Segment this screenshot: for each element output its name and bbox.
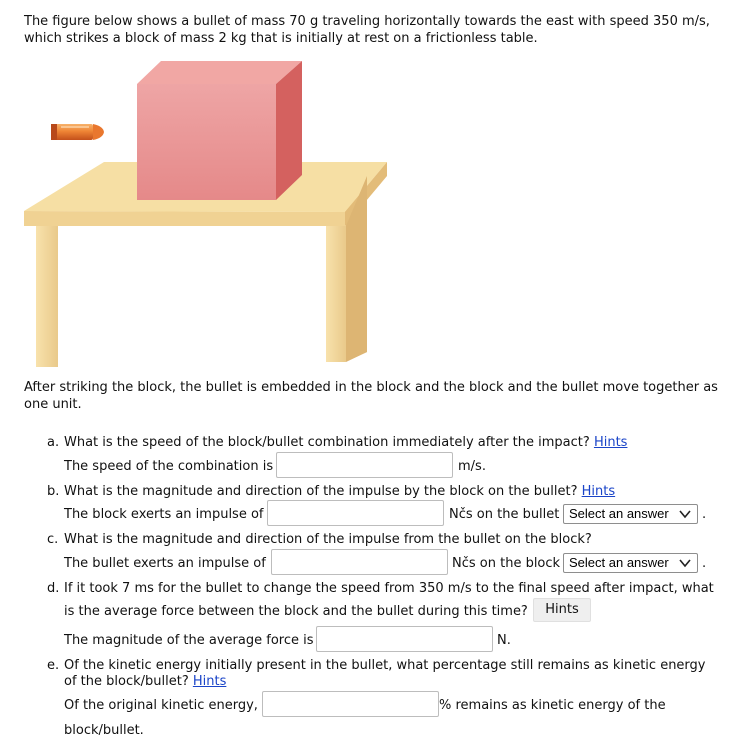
answer-prefix-c: The bullet exerts an impulse of — [64, 556, 266, 571]
speed-input[interactable] — [276, 452, 453, 478]
direction-select-c[interactable] — [563, 553, 698, 573]
question-letter: e. — [47, 658, 60, 673]
question-c — [47, 531, 592, 548]
question-text: What is the speed of the block/bullet combination immediately after the impact? — [64, 435, 590, 450]
question-letter: a. — [47, 435, 60, 450]
period-c: . — [702, 556, 707, 571]
question-text: What is the magnitude and direction of the impulse by the block on the bullet? — [64, 484, 578, 499]
hints-button-d[interactable]: Hints — [533, 598, 591, 622]
chevron-down-icon — [679, 509, 691, 519]
unit-d: N. — [497, 633, 511, 648]
hints-link-a[interactable]: Hints — [593, 435, 628, 450]
question-letter: c. — [47, 532, 59, 547]
question-b — [47, 483, 615, 500]
answer-prefix-e: Of the original kinetic energy, — [64, 698, 258, 713]
direction-select-b[interactable] — [563, 504, 698, 524]
unit-e-line2: block/bullet. — [64, 723, 144, 738]
percentage-input[interactable] — [262, 691, 439, 717]
question-text-line2: is the average force between the block and the bullet during this time? — [64, 604, 528, 619]
intro-text: The figure below shows a bullet of mass 70 g traveling horizontally towards the east with speed 350 m/s, which strikes a block of mass 2 kg that is initially at rest on a frictionless table. — [24, 14, 710, 46]
bullet-icon — [51, 124, 104, 140]
chevron-down-icon — [679, 558, 691, 568]
question-a — [47, 434, 627, 451]
hints-link-e[interactable]: Hints — [192, 674, 227, 689]
answer-prefix-d: The magnitude of the average force is — [64, 633, 314, 648]
question-text: What is the magnitude and direction of the impulse from the bullet on the block? — [64, 532, 592, 547]
physics-figure — [20, 56, 400, 368]
impulse-block-input[interactable] — [267, 500, 444, 526]
question-text-line2 — [64, 673, 226, 690]
answer-prefix-b: The block exerts an impulse of — [64, 507, 264, 522]
question-letter: d. — [47, 581, 60, 596]
question-text-line1: If it took 7 ms for the bullet to change the speed from 350 m/s to the final speed after impact, what — [64, 581, 714, 596]
question-e — [47, 657, 706, 674]
unit-b: Nčs on the bullet — [449, 507, 560, 522]
force-input[interactable] — [316, 626, 493, 652]
select-value: Select an answer — [569, 506, 669, 521]
select-value: Select an answer — [569, 555, 669, 570]
hints-link-b[interactable]: Hints — [581, 484, 616, 499]
question-text-line1: Of the kinetic energy initially present in the bullet, what percentage still remains as kinetic energy — [64, 658, 706, 673]
impulse-bullet-input[interactable] — [271, 549, 448, 575]
unit-a: m/s. — [458, 459, 486, 474]
after-text: After striking the block, the bullet is embedded in the block and the block and the bullet move together as one unit. — [24, 380, 718, 412]
question-text: of the block/bullet? — [64, 674, 189, 689]
answer-prefix-a: The speed of the combination is — [64, 459, 274, 474]
question-letter: b. — [47, 484, 60, 499]
question-d — [47, 580, 714, 597]
period-b: . — [702, 507, 707, 522]
unit-c: Nčs on the block — [452, 556, 561, 571]
unit-e: % remains as kinetic energy of the — [439, 698, 666, 713]
block-icon — [137, 61, 302, 200]
